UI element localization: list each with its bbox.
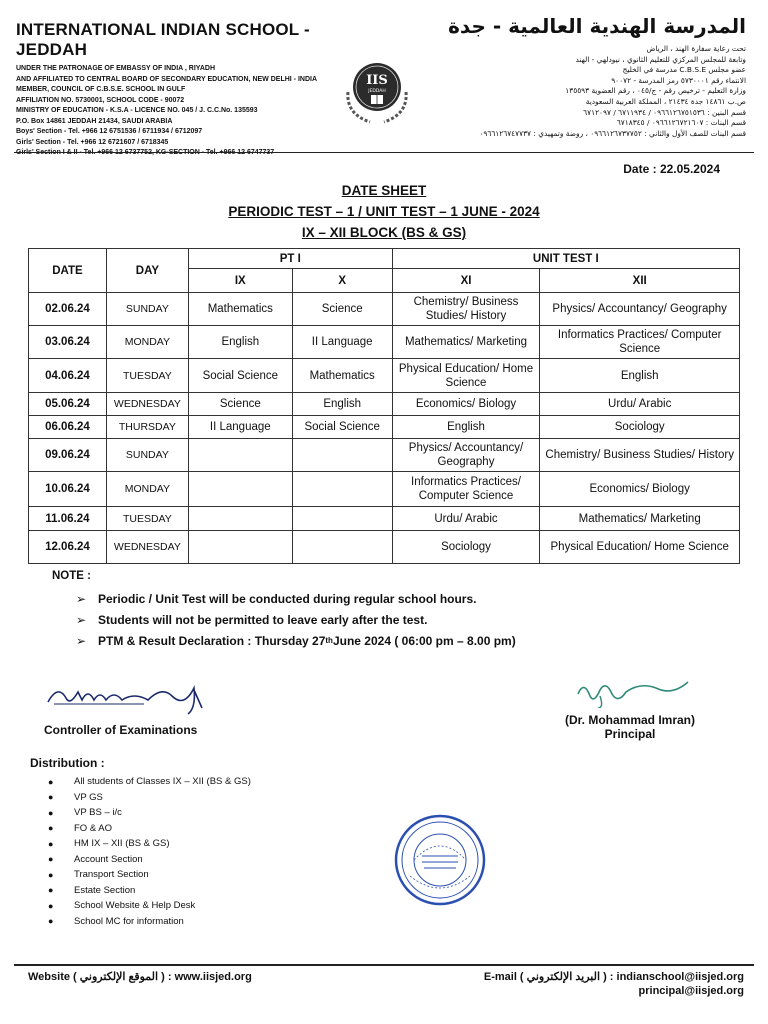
cell-xi: Mathematics/ Marketing: [392, 326, 540, 359]
header-line: MINISTRY OF EDUCATION - K.S.A - LICENCE NO. 045 / J. C.C.No. 135593: [16, 107, 258, 114]
note-list: [76, 588, 516, 651]
bullet-icon: ●: [48, 823, 54, 834]
table-row: [29, 416, 740, 439]
cell-date: 06.06.24: [29, 416, 107, 439]
header-line-arabic: وتابعة للمجلس المركزي للتعليم الثانوي ، نيودلهي - الهند: [575, 54, 746, 64]
header-line: MEMBER, COUNCIL OF C.B.S.E. SCHOOL IN GULF: [16, 86, 186, 93]
logo-text: IIS: [366, 73, 388, 88]
header-line-arabic: ص.ب ١٤٨٦١ جدة ٢١٤٣٤ ، المملكة العربية السعودية: [585, 96, 746, 106]
header-line: Girls' Section I & II - Tel. +966 12 6737752, KG-SECTION - Tel. +966 12 6747737: [16, 149, 275, 156]
table-row: [29, 439, 740, 472]
header-line: Boys' Section - Tel. +966 12 6751536 / 6711934 / 6712097: [16, 128, 203, 135]
list-item: [48, 852, 251, 868]
list-item-text: VP GS: [74, 791, 103, 803]
arrow-bullet-icon: ➢: [76, 591, 87, 606]
distribution-list: [48, 774, 251, 929]
cell-xii: Urdu/ Arabic: [540, 393, 740, 416]
table-row: [29, 472, 740, 507]
cell-day: TUESDAY: [106, 359, 188, 393]
footer-website: Website ( الموقع الإلكتروني ) : www.iisjed.org: [28, 971, 252, 983]
note-item: [76, 630, 516, 651]
cell-xii: Economics/ Biology: [540, 472, 740, 507]
title-block: IX – XII BLOCK (BS & GS): [301, 225, 467, 240]
cell-day: WEDNESDAY: [106, 531, 188, 564]
header-arabic: [426, 14, 746, 139]
cell-xi: Sociology: [392, 531, 540, 564]
header-line: UNDER THE PATRONAGE OF EMBASSY OF INDIA , RIYADH: [16, 65, 215, 72]
cell-x: [292, 531, 392, 564]
header-line: P.O. Box 14861 JEDDAH 21434, SAUDI ARABIA: [16, 117, 173, 125]
list-item: [48, 805, 251, 821]
cell-x: [292, 472, 392, 507]
header-line-arabic: الانتماء رقم ٥٧٣٠٠٠١ رمز المدرسة - ٩٠٠٧٢: [611, 75, 746, 85]
footer-email: [484, 970, 744, 998]
note-label: NOTE :: [52, 570, 91, 582]
list-item-text: All students of Classes IX – XII (BS & GS): [74, 776, 251, 788]
header-date: DATE: [29, 249, 107, 293]
table-row: [29, 393, 740, 416]
table-row: [29, 507, 740, 531]
list-item: [48, 898, 251, 914]
issue-date: Date : 22.05.2024: [623, 162, 720, 176]
cell-xii: Physics/ Accountancy/ Geography: [540, 293, 740, 326]
title-test-name: PERIODIC TEST – 1 / UNIT TEST – 1 JUNE - 2024: [228, 204, 540, 219]
bullet-icon: ●: [48, 916, 54, 927]
signature-controller-image: [44, 678, 214, 718]
header-xii: XII: [540, 269, 740, 293]
cell-x: Social Science: [292, 416, 392, 439]
header-xi: XI: [392, 269, 540, 293]
header-line-arabic: قسم البنات للصف الأول والثاني : ٠٩٦٦١٢٦٧٣٧٧٥٢ ، روضة وتمهيدي : ٠٩٦٦١٢٦٧٤٧٧٣٧: [479, 128, 746, 138]
list-item-text: FO & AO: [74, 822, 113, 834]
cell-x: [292, 507, 392, 531]
cell-xi: Chemistry/ Business Studies/ History: [392, 293, 540, 326]
header-english: [16, 20, 356, 159]
cell-xii: Mathematics/ Marketing: [540, 507, 740, 531]
cell-date: 02.06.24: [29, 293, 107, 326]
header-line-arabic: قسم البنات : ٠٩٦٦١٢٦٧٢١٦٠٧ / ٦٧١٨٣٤٥: [616, 118, 746, 128]
cell-x: Science: [292, 293, 392, 326]
signature-principal: [540, 674, 720, 741]
cell-xii: Chemistry/ Business Studies/ History: [540, 439, 740, 472]
cell-day: MONDAY: [106, 326, 188, 359]
note-item: [76, 588, 516, 609]
logo-subtext: JEDDAH: [368, 89, 386, 94]
header-line: Girls' Section - Tel. +966 12 6721607 / 6718345: [16, 138, 169, 146]
header-line-arabic: قسم البنين : ٠٩٦٦١٢٦٧٥١٥٣٦ / ٦٧١١٩٣٤ / ٦٧١٢٠٩٧: [583, 107, 746, 117]
header-unit-test: UNIT TEST I: [392, 249, 739, 269]
cell-x: Mathematics: [292, 359, 392, 393]
list-item-text: Estate Section: [74, 884, 136, 896]
document-titles: [0, 180, 768, 243]
signature-controller: [44, 678, 224, 737]
bullet-icon: ●: [48, 885, 54, 896]
cell-date: 10.06.24: [29, 472, 107, 507]
note-item: [76, 609, 516, 630]
school-logo: [340, 52, 414, 126]
footer-divider: [14, 964, 754, 966]
cell-xi: Informatics Practices/ Computer Science: [392, 472, 540, 507]
arrow-bullet-icon: ➢: [76, 633, 87, 648]
header-x: X: [292, 269, 392, 293]
cell-day: THURSDAY: [106, 416, 188, 439]
list-item-text: HM IX – XII (BS & GS): [74, 838, 170, 850]
footer-email-line-2: principal@iisjed.org: [638, 985, 744, 997]
header-line-arabic: تحت رعاية سفارة الهند ، الرياض: [646, 44, 746, 53]
cell-ix: Social Science: [188, 359, 292, 393]
list-item-text: School MC for information: [74, 915, 184, 927]
cell-date: 11.06.24: [29, 507, 107, 531]
list-item: [48, 821, 251, 837]
cell-x: II Language: [292, 326, 392, 359]
cell-day: SUNDAY: [106, 439, 188, 472]
cell-x: English: [292, 393, 392, 416]
signature-principal-image: [560, 674, 700, 708]
note-text: Students will not be permitted to leave early after the test.: [98, 612, 428, 627]
header-line: AND AFFILIATED TO CENTRAL BOARD OF SECONDARY EDUCATION, NEW DELHI - INDIA: [16, 75, 317, 83]
controller-label: Controller of Examinations: [44, 723, 198, 737]
cell-ix: English: [188, 326, 292, 359]
list-item-text: School Website & Help Desk: [74, 900, 196, 912]
list-item: [48, 774, 251, 790]
bullet-icon: ●: [48, 776, 54, 787]
date-sheet-table: [28, 248, 740, 564]
school-stamp: [392, 812, 488, 908]
table-row: [29, 326, 740, 359]
cell-day: WEDNESDAY: [106, 393, 188, 416]
cell-ix: [188, 472, 292, 507]
ptm-suffix: June 2024 ( 06:00 pm – 8.00 pm): [332, 633, 516, 648]
cell-date: 09.06.24: [29, 439, 107, 472]
footer-email-line: E-mail ( البريد الإلكتروني ) : indianschool@iisjed.org: [483, 971, 744, 983]
cell-xi: Urdu/ Arabic: [392, 507, 540, 531]
distribution-title: Distribution :: [30, 756, 105, 770]
table-row: [29, 293, 740, 326]
list-item: [48, 914, 251, 930]
cell-xii: English: [540, 359, 740, 393]
header-line-arabic: عضو مجلس C.B.S.E مدرسة في الخليج: [622, 65, 746, 75]
list-item: [48, 883, 251, 899]
principal-label: Principal: [604, 727, 656, 741]
cell-day: TUESDAY: [106, 507, 188, 531]
school-name: INTERNATIONAL INDIAN SCHOOL - JEDDAH: [16, 20, 310, 59]
header-ix: IX: [188, 269, 292, 293]
header-divider: [14, 152, 754, 153]
cell-ix: [188, 439, 292, 472]
school-name-arabic: المدرسة الهندية العالمية - جدة: [448, 14, 746, 38]
cell-day: SUNDAY: [106, 293, 188, 326]
cell-ix: Mathematics: [188, 293, 292, 326]
table-row: [29, 359, 740, 393]
cell-ix: [188, 531, 292, 564]
cell-date: 03.06.24: [29, 326, 107, 359]
cell-ix: [188, 507, 292, 531]
cell-xi: Economics/ Biology: [392, 393, 540, 416]
list-item-text: Transport Section: [74, 869, 149, 881]
principal-name: (Dr. Mohammad Imran): [564, 713, 696, 727]
bullet-icon: ●: [48, 807, 54, 818]
list-item: [48, 790, 251, 806]
cell-date: 12.06.24: [29, 531, 107, 564]
cell-xii: Informatics Practices/ Computer Science: [540, 326, 740, 359]
cell-xi: Physics/ Accountancy/ Geography: [392, 439, 540, 472]
list-item-text: Account Section: [74, 853, 143, 865]
bullet-icon: ●: [48, 869, 54, 880]
cell-x: [292, 439, 392, 472]
cell-ix: Science: [188, 393, 292, 416]
list-item: [48, 867, 251, 883]
list-item: [48, 836, 251, 852]
cell-xii: Physical Education/ Home Science: [540, 531, 740, 564]
cell-date: 05.06.24: [29, 393, 107, 416]
list-item-text: VP BS – i/c: [74, 807, 122, 819]
table-row: [29, 531, 740, 564]
note-text: Periodic / Unit Test will be conducted during regular school hours.: [98, 591, 477, 606]
header-pt: PT I: [188, 249, 392, 269]
ptm-prefix: PTM & Result Declaration : Thursday 27: [98, 633, 326, 648]
cell-xi: English: [392, 416, 540, 439]
header-line-arabic: وزارة التعليم - ترخيص رقم - ج/٠٤٥ ، رقم العضوية ١٣٥٥٩٣: [565, 86, 746, 96]
cell-xii: Sociology: [540, 416, 740, 439]
header-line: AFFILIATION NO. 5730001, SCHOOL CODE - 90072: [16, 96, 185, 104]
title-date-sheet: DATE SHEET: [341, 183, 427, 198]
bullet-icon: ●: [48, 900, 54, 911]
header-day: DAY: [106, 249, 188, 293]
bullet-icon: ●: [48, 838, 54, 849]
bullet-icon: ●: [48, 792, 54, 803]
arrow-bullet-icon: ➢: [76, 612, 87, 627]
bullet-icon: ●: [48, 854, 54, 865]
cell-xi: Physical Education/ Home Science: [392, 359, 540, 393]
cell-date: 04.06.24: [29, 359, 107, 393]
ptm-sup: th: [325, 636, 333, 645]
cell-ix: II Language: [188, 416, 292, 439]
cell-day: MONDAY: [106, 472, 188, 507]
